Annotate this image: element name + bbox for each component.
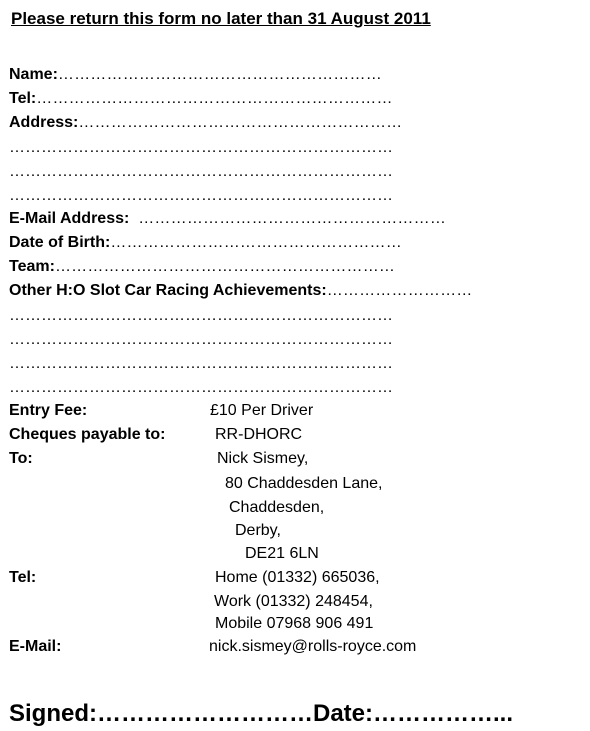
team-label: Team: — [9, 258, 55, 275]
signature-row[interactable] — [9, 700, 513, 728]
address-label: Address: — [9, 114, 79, 131]
tel-field[interactable] — [9, 90, 393, 108]
address-dots: …………………………………………………… — [78, 114, 403, 131]
entry-fee-label: Entry Fee: — [9, 402, 88, 419]
name-label: Name: — [9, 66, 58, 83]
to-address-line-3: Chaddesden, — [229, 499, 325, 516]
cheques-value: RR-DHORC — [215, 426, 303, 443]
dob-field[interactable] — [9, 234, 402, 252]
achievements-field[interactable] — [9, 282, 473, 300]
contact-email-label: E-Mail: — [9, 638, 62, 655]
email-field[interactable] — [9, 210, 446, 228]
date-dots: ……………... — [373, 700, 514, 727]
team-field[interactable] — [9, 258, 395, 276]
tel-home: Home (01332) 665036, — [215, 569, 380, 586]
cheques-label: Cheques payable to: — [9, 426, 166, 443]
dob-label: Date of Birth: — [9, 234, 111, 251]
contact-email-value[interactable]: nick.sismey@rolls-royce.com — [209, 638, 417, 655]
team-dots: ……………………………………………………… — [54, 258, 396, 275]
email-dots: ………………………………………………… — [138, 210, 447, 227]
achievements-line-3[interactable]: ……………………………………………………………… — [9, 331, 393, 348]
entry-fee-value: £10 Per Driver — [210, 402, 314, 419]
address-line-4[interactable]: ……………………………………………………………… — [9, 187, 393, 204]
form-title: Please return this form no later than 31 August 2011 — [11, 9, 431, 28]
to-address-line-4: Derby, — [235, 522, 281, 539]
name-field[interactable] — [9, 66, 382, 84]
email-label: E-Mail Address: — [9, 210, 130, 227]
tel-work: Work (01332) 248454, — [214, 593, 373, 610]
achievements-line-4[interactable]: ……………………………………………………………… — [9, 355, 393, 372]
contact-tel-label: Tel: — [9, 569, 37, 586]
address-field[interactable] — [9, 114, 402, 132]
to-address-line-5: DE21 6LN — [245, 545, 319, 562]
tel-dots: ………………………………………………………… — [36, 90, 393, 107]
address-line-3[interactable]: ……………………………………………………………… — [9, 163, 393, 180]
address-line-2[interactable]: ……………………………………………………………… — [9, 139, 393, 156]
achievements-label: Other H:O Slot Car Racing Achievements: — [9, 282, 327, 299]
achievements-line-2[interactable]: ……………………………………………………………… — [9, 307, 393, 324]
to-label: To: — [9, 450, 33, 467]
achievements-line-5[interactable]: ……………………………………………………………… — [9, 379, 393, 396]
tel-label: Tel: — [9, 90, 37, 107]
date-label: Date: — [313, 700, 374, 727]
to-address-line-1: Nick Sismey, — [217, 450, 309, 467]
name-dots: …………………………………………………… — [57, 66, 382, 83]
signed-label: Signed: — [9, 700, 97, 727]
signed-dots: ……………………… — [97, 700, 313, 727]
tel-mobile: Mobile 07968 906 491 — [215, 615, 374, 632]
dob-dots: ……………………………………………… — [110, 234, 402, 251]
achievements-dots: ……………………… — [326, 282, 473, 299]
to-address-line-2: 80 Chaddesden Lane, — [225, 475, 383, 492]
